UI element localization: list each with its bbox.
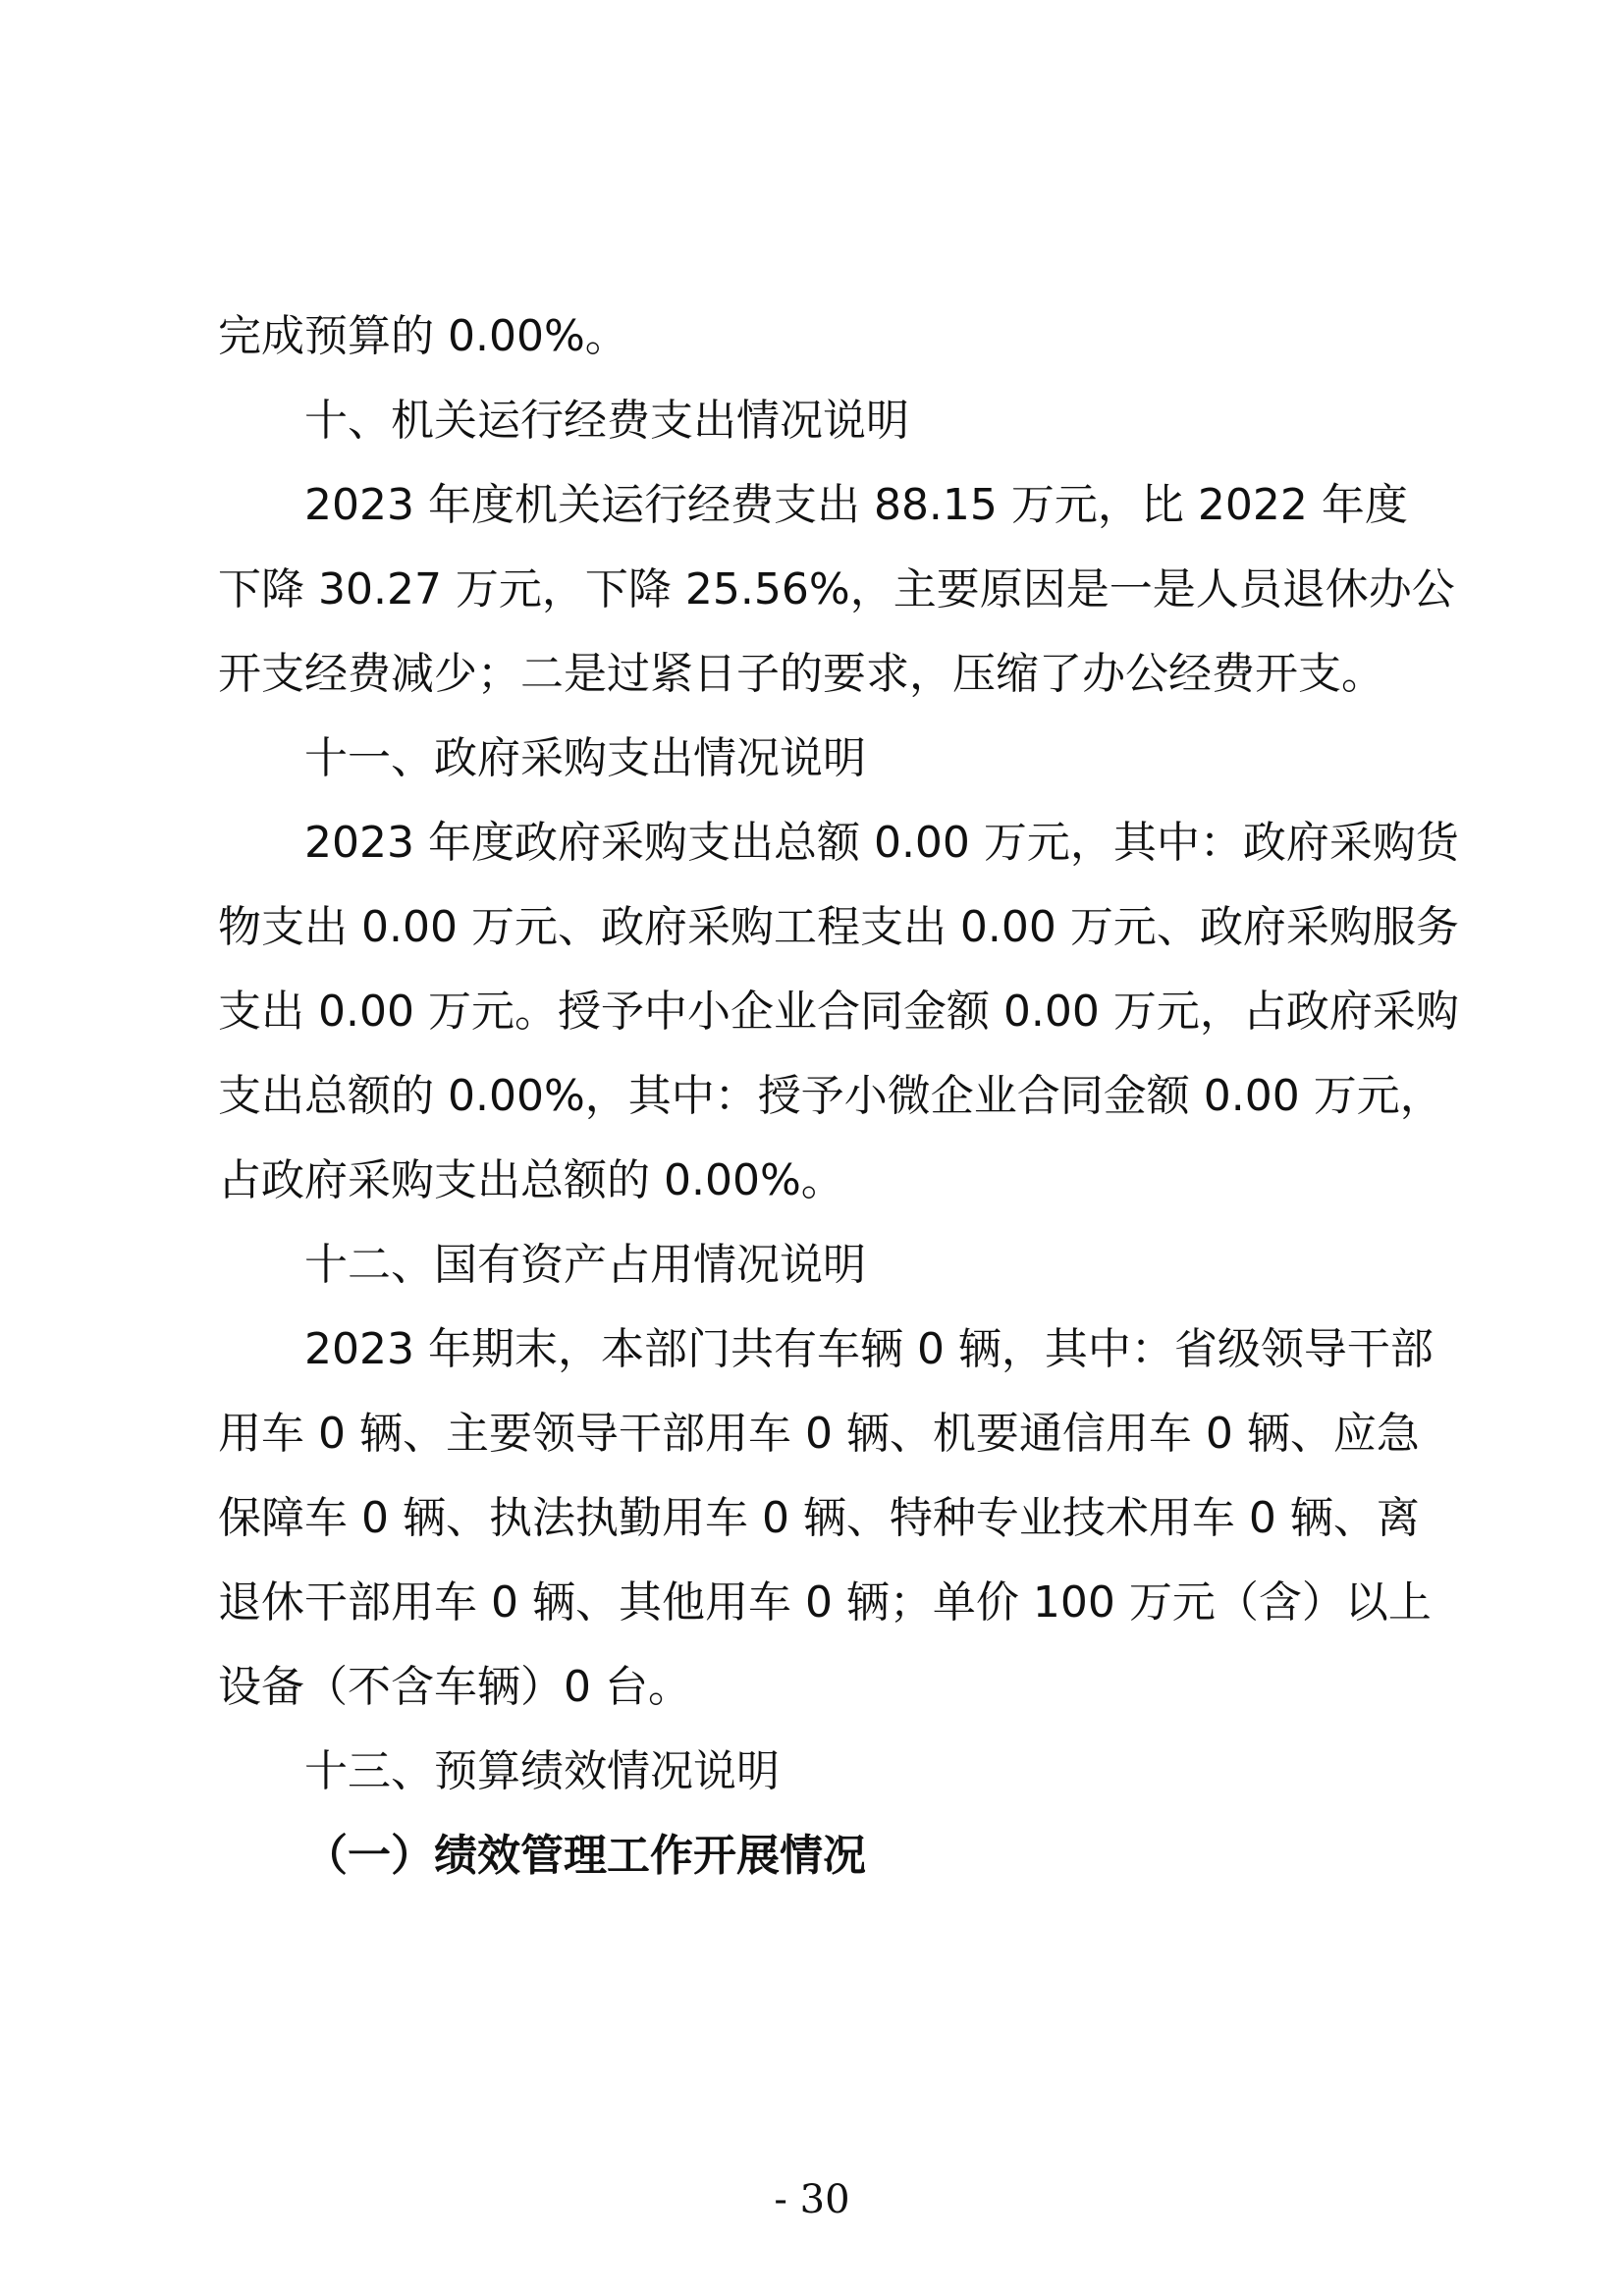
- text-line-5: 开支经费减少；二是过紧日子的要求，压缩了办公经费开支。: [218, 649, 1384, 699]
- text-line-9: 支出 0.00 万元。授予中小企业合同金额 0.00 万元，占政府采购: [218, 987, 1459, 1037]
- text-line-13: 2023 年期末，本部门共有车辆 0 辆，其中：省级领导干部: [304, 1324, 1434, 1374]
- text-line-4: 下降 30.27 万元，下降 25.56%，主要原因是一是人员退休办公: [218, 564, 1455, 614]
- section-heading-12: 十二、国有资产占用情况说明: [304, 1240, 866, 1290]
- section-heading-13: 十三、预算绩效情况说明: [304, 1746, 780, 1796]
- text-line-3: 2023 年度机关运行经费支出 88.15 万元，比 2022 年度: [304, 480, 1408, 530]
- section-heading-10: 十、机关运行经费支出情况说明: [304, 396, 909, 446]
- text-line-11: 占政府采购支出总额的 0.00%。: [218, 1155, 844, 1205]
- document-body: [218, 294, 1459, 1898]
- text-line-1: 完成预算的 0.00%。: [218, 311, 628, 361]
- page-number: - 30: [774, 2177, 850, 2222]
- text-line-10: 支出总额的 0.00%，其中：授予小微企业合同金额 0.00 万元，: [218, 1071, 1443, 1121]
- text-line-17: 设备（不含车辆）0 台。: [218, 1662, 691, 1712]
- subsection-heading-1: （一）绩效管理工作开展情况: [304, 1831, 866, 1881]
- section-heading-11: 十一、政府采购支出情况说明: [304, 733, 866, 783]
- text-line-16: 退休干部用车 0 辆、其他用车 0 辆；单价 100 万元（含）以上: [218, 1577, 1432, 1628]
- text-line-7: 2023 年度政府采购支出总额 0.00 万元，其中：政府采购货: [304, 818, 1459, 868]
- text-line-8: 物支出 0.00 万元、政府采购工程支出 0.00 万元、政府采购服务: [218, 902, 1459, 952]
- text-line-14: 用车 0 辆、主要领导干部用车 0 辆、机要通信用车 0 辆、应急: [218, 1409, 1420, 1459]
- text-line-15: 保障车 0 辆、执法执勤用车 0 辆、特种专业技术用车 0 辆、离: [218, 1493, 1420, 1543]
